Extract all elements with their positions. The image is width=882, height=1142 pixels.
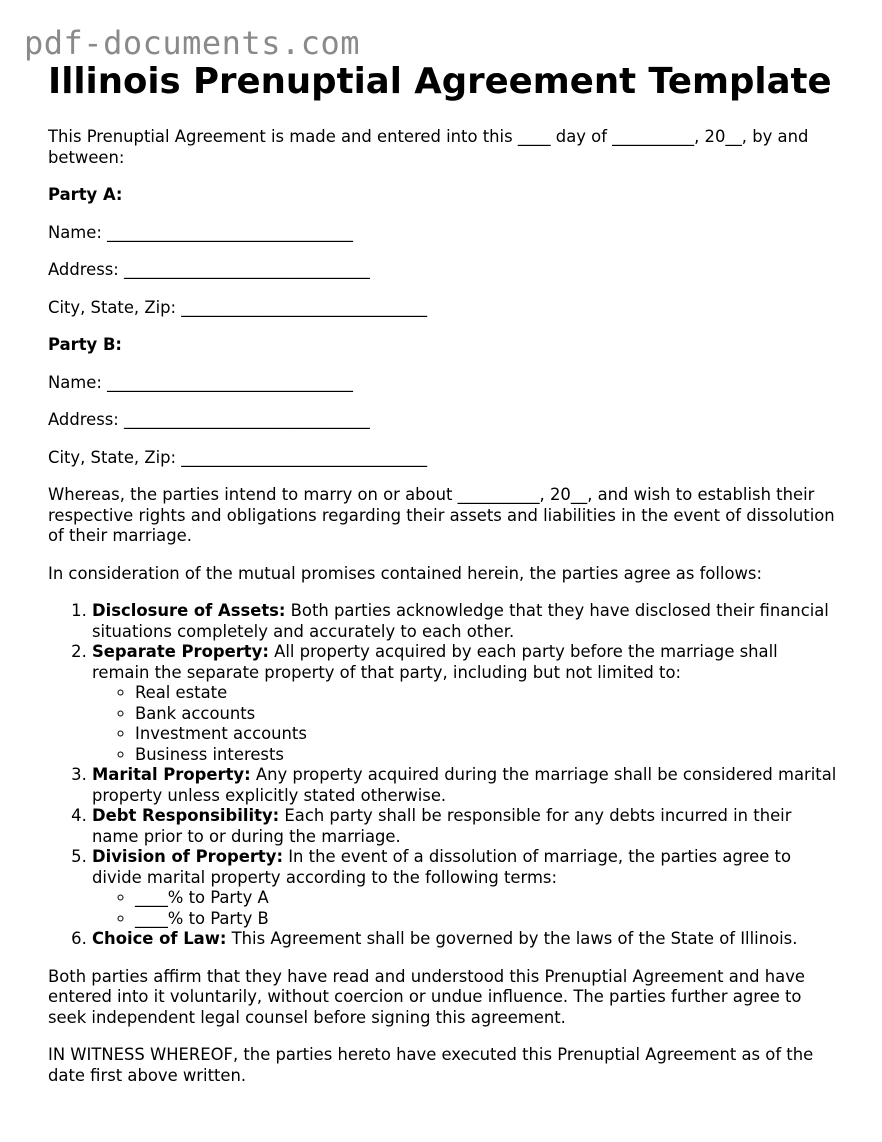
sub-list-item: ◦ ____% to Party B <box>135 909 838 930</box>
party-b-city-field: City, State, Zip: ______________________________ <box>48 447 428 467</box>
site-watermark: pdf-documents.com <box>24 24 361 62</box>
sub-list-item: ◦ Real estate <box>135 683 838 704</box>
term-label: Choice of Law: <box>92 929 227 948</box>
sub-list <box>92 683 838 765</box>
sub-list-item: ◦ ____% to Party A <box>135 888 838 909</box>
term-item <box>92 765 838 806</box>
term-label: Separate Property: <box>92 642 269 661</box>
sub-list-item: ◦ Bank accounts <box>135 704 838 725</box>
term-text: All property acquired by each party before the marriage shall remain the separate property of that party, including but not limited to: <box>92 642 778 682</box>
party-b-heading: Party B: <box>48 335 122 354</box>
term-text: Any property acquired during the marriage shall be considered marital property unless explicitly stated otherwise. <box>92 765 837 805</box>
party-b-name-field: Name: ______________________________ <box>48 372 353 392</box>
term-item <box>92 642 838 765</box>
party-a-heading: Party A: <box>48 185 123 204</box>
term-text: Both parties acknowledge that they have disclosed their financial situations completely and accurately to each other. <box>92 601 829 641</box>
sub-list <box>92 888 838 929</box>
term-item <box>92 847 838 929</box>
whereas-paragraph: Whereas, the parties intend to marry on or about __________, 20__, and wish to establish their respective rights and obligations regarding their assets and liabilities in the event of dissolution of their marriage. <box>48 485 835 545</box>
consideration-paragraph: In consideration of the mutual promises contained herein, the parties agree as follows: <box>48 563 762 583</box>
party-a-city-field: City, State, Zip: ______________________________ <box>48 297 428 317</box>
term-item <box>92 929 838 950</box>
term-text: Each party shall be responsible for any debts incurred in their name prior to or during the marriage. <box>92 806 792 846</box>
party-b-address-field: Address: ______________________________ <box>48 410 370 429</box>
term-label: Disclosure of Assets: <box>92 601 286 620</box>
term-item <box>92 601 838 642</box>
document-title: Illinois Prenuptial Agreement Template <box>48 61 832 102</box>
intro-paragraph: This Prenuptial Agreement is made and entered into this ____ day of __________, 20__, by and between: <box>48 127 809 167</box>
document-body <box>48 127 838 1103</box>
term-item <box>92 806 838 847</box>
party-a-address-field: Address: ______________________________ <box>48 260 370 279</box>
term-text: This Agreement shall be governed by the laws of the State of Illinois. <box>226 929 798 948</box>
sub-list-item: ◦ Business interests <box>135 745 838 766</box>
sub-list-item: ◦ Investment accounts <box>135 724 838 745</box>
term-text: In the event of a dissolution of marriage, the parties agree to divide marital property according to the following terms: <box>92 847 792 887</box>
party-a-name-field: Name: ______________________________ <box>48 222 353 242</box>
term-label: Debt Responsibility: <box>92 806 280 825</box>
term-label: Division of Property: <box>92 847 283 866</box>
terms-list <box>48 601 838 950</box>
affirmation-paragraph: Both parties affirm that they have read and understood this Prenuptial Agreement and have entered into it voluntarily, without coercion or undue influence. The parties further agree to seek independent legal counsel before signing this agreement. <box>48 966 806 1027</box>
witness-paragraph: IN WITNESS WHEREOF, the parties hereto have executed this Prenuptial Agreement as of the date first above written. <box>48 1045 814 1085</box>
term-label: Marital Property: <box>92 765 251 784</box>
